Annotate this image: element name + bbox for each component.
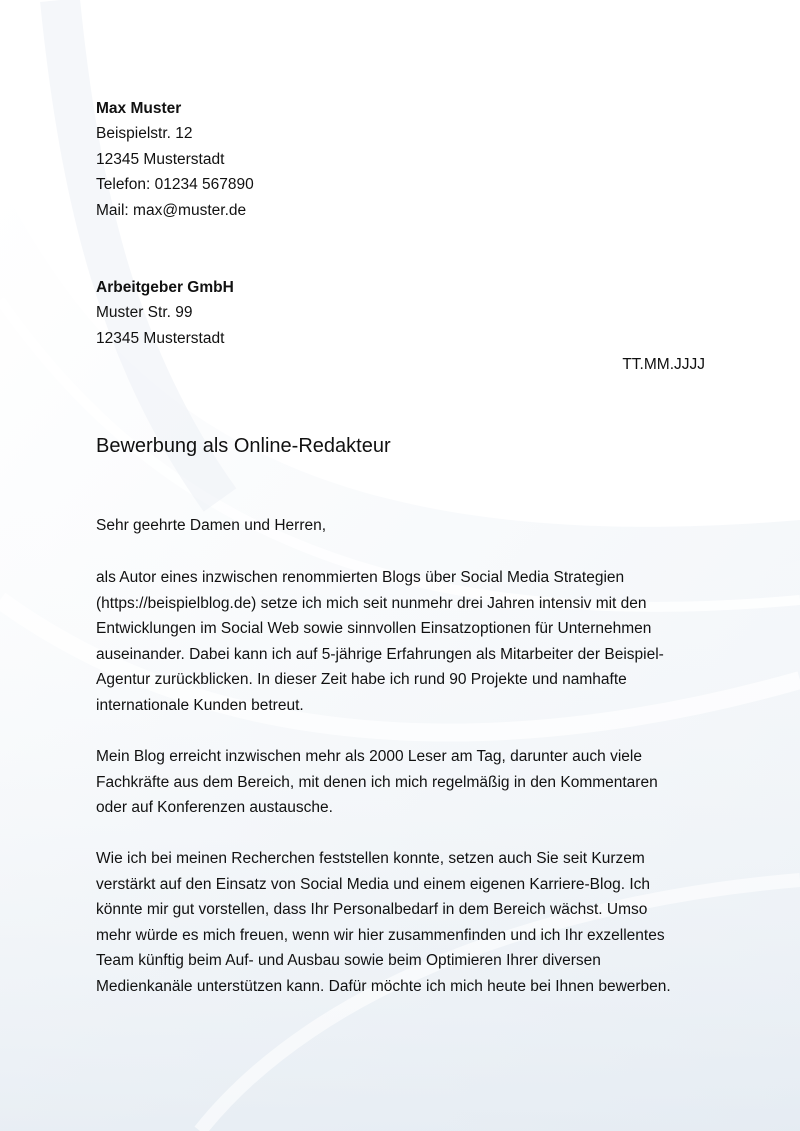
salutation: Sehr geehrte Damen und Herren, xyxy=(96,517,327,534)
paragraph-line: mehr würde es mich freuen, wenn wir hier zusammenfinden und ich Ihr exzellentes xyxy=(96,926,665,944)
paragraph-2 xyxy=(96,744,708,821)
paragraph-1 xyxy=(96,565,708,719)
paragraph-line: Entwicklungen im Social Web sowie sinnvollen Einsatzoptionen für Unternehmen xyxy=(96,620,652,638)
paragraph-line: könnte mir gut vorstellen, dass Ihr Personalbedarf in dem Bereich wächst. Umso xyxy=(96,901,648,919)
letter-subject: Bewerbung als Online-Redakteur xyxy=(96,435,391,457)
recipient-name: Arbeitgeber GmbH xyxy=(96,279,234,296)
recipient-street: Muster Str. 99 xyxy=(96,304,193,321)
sender-city: 12345 Musterstadt xyxy=(96,151,225,168)
paragraph-line: als Autor eines inzwischen renommierten Blogs über Social Media Strategien xyxy=(96,569,625,586)
paragraph-line: Agentur zurückblicken. In dieser Zeit habe ich rund 90 Projekte und namhafte xyxy=(96,671,627,689)
paragraph-3 xyxy=(96,846,708,1000)
letter-date: TT.MM.JJJJ xyxy=(622,356,705,373)
paragraph-line: Wie ich bei meinen Recherchen feststellen konnte, setzen auch Sie seit Kurzem xyxy=(96,850,645,867)
sender-phone: Telefon: 01234 567890 xyxy=(96,176,254,193)
paragraph-line: Fachkräfte aus dem Bereich, mit denen ich mich regelmäßig in den Kommentaren xyxy=(96,773,658,791)
paragraph-line: (https://beispielblog.de) setze ich mich seit nunmehr drei Jahren intensiv mit den xyxy=(96,594,647,612)
paragraph-line: Mein Blog erreicht inzwischen mehr als 2000 Leser am Tag, darunter auch viele xyxy=(96,748,642,765)
paragraph-line: auseinander. Dabei kann ich auf 5-jährige Erfahrungen als Mitarbeiter der Beispiel- xyxy=(96,645,664,663)
paragraph-line: internationale Kunden betreut. xyxy=(96,696,304,714)
sender-street: Beispielstr. 12 xyxy=(96,125,193,142)
sender-mail: Mail: max@muster.de xyxy=(96,202,247,219)
recipient-city: 12345 Musterstadt xyxy=(96,330,225,347)
paragraph-line: Medienkanäle unterstützen kann. Dafür möchte ich mich heute bei Ihnen bewerben. xyxy=(96,977,671,995)
sender-name: Max Muster xyxy=(96,100,182,117)
paragraph-line: verstärkt auf den Einsatz von Social Media und einem eigenen Karriere-Blog. Ich xyxy=(96,875,650,893)
paragraph-line: oder auf Konferenzen austausche. xyxy=(96,799,333,817)
paragraph-line: Team künftig beim Auf- und Ausbau sowie beim Optimieren Ihrer diversen xyxy=(96,952,601,970)
